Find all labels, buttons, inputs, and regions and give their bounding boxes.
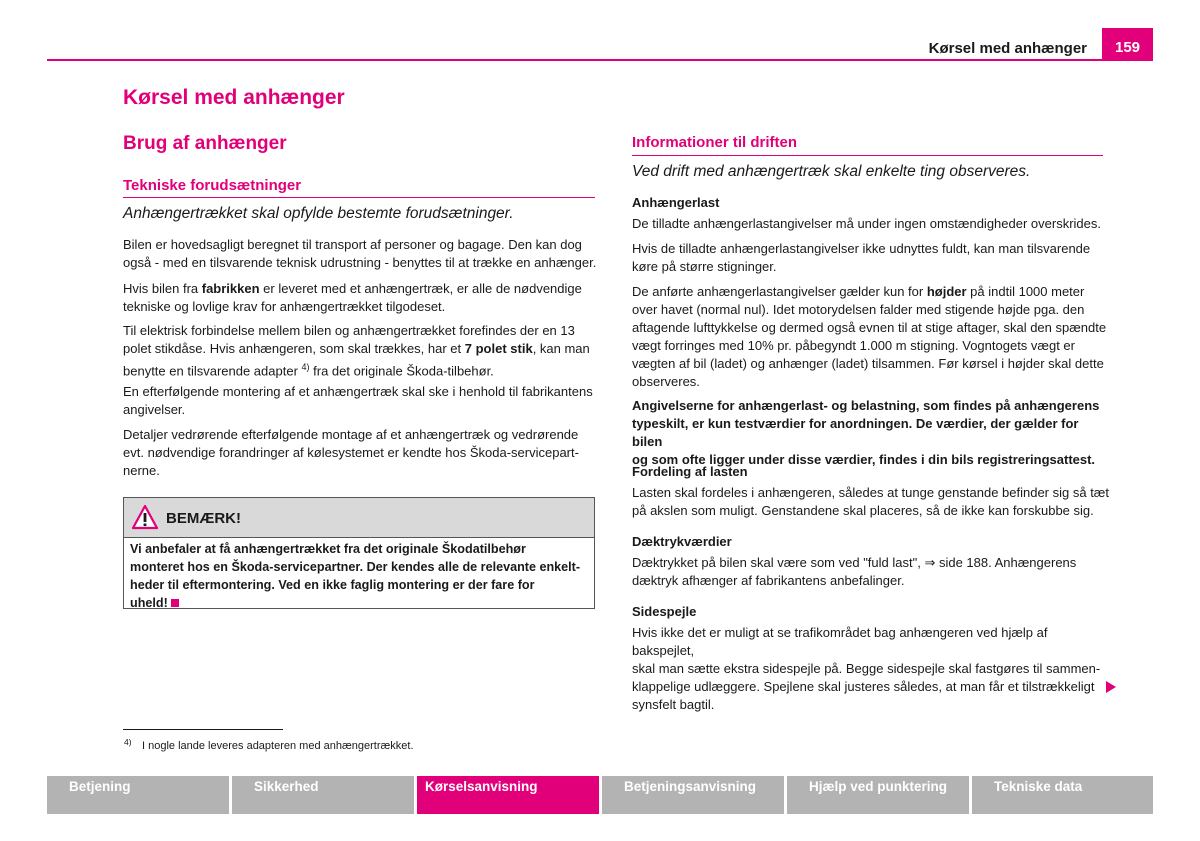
text-line: vægt forringes med 10% pr. påbegyndt 1.000 m stigning. Vogntogets vægt er: [632, 338, 1075, 353]
text-line: De tilladte anhængerlastangivelser må under ingen omstændigheder overskrides.: [632, 216, 1101, 231]
heading-tyre-pressure: Dæktrykværdier: [632, 534, 732, 549]
text-run: , kan man: [532, 341, 590, 356]
paragraph-factory: [123, 280, 603, 316]
text-line: angivelser.: [123, 402, 186, 417]
text-line: synsfelt bagtil.: [632, 697, 715, 712]
text-run: De anførte anhængerlastangivelser gælder kun for: [632, 284, 927, 299]
text-line: også - med en tilsvarende teknisk udrustning - benyttes til at trække en anhænger.: [123, 255, 597, 270]
text-line: evt. nødvendige forandringer af kølesystemet er kendte hos Škoda-servicepart-: [123, 445, 579, 460]
paragraph-mounting: [123, 383, 603, 419]
subsection-lead-operation: Ved drift med anhængertræk skal enkelte ting observeres.: [632, 163, 1031, 180]
bold-run: højder: [926, 284, 967, 299]
nav-tab-betjening[interactable]: Betjening: [47, 776, 229, 814]
paragraph-tyre-pressure: [632, 554, 1112, 590]
paragraph-load-distribution: [632, 484, 1112, 520]
text-line: [123, 340, 603, 358]
text-line: klappelige udlæggere. Spejlene skal justeres således, at man får et tilstrækkeligt: [632, 679, 1095, 694]
heading-side-mirrors: Sidespejle: [632, 604, 697, 619]
text-line: Bilen er hovedsagligt beregnet til transport af personer og bagage. Den kan dog: [123, 237, 582, 252]
text-run: er leveret med et anhængertræk, er alle de nødvendige: [259, 281, 582, 296]
subsection-rule: [123, 197, 595, 198]
warning-triangle-icon: [131, 504, 159, 535]
paragraph-electrical: [123, 322, 603, 380]
page-number: 159: [1102, 28, 1153, 59]
text-line: nerne.: [123, 463, 160, 478]
paragraph-load-limit: [632, 215, 1112, 233]
paragraph-altitude: [632, 283, 1112, 391]
paragraph-type-plate: [632, 397, 1112, 469]
text-line: [632, 283, 1112, 301]
text-line: monteret hos en Škoda-servicepartner. Der kendes alle de relevante enkelt-: [130, 560, 581, 574]
note-header: [124, 498, 594, 538]
text-line: dæktryk afhænger af fabrikantens anbefalinger.: [632, 573, 905, 588]
text-line: over havet (normal nul). Idet motorydelsen falder med stigende højde pga. den: [632, 302, 1085, 317]
end-of-section-mark-icon: [171, 599, 179, 607]
text-line: typeskilt, er kun testværdier for anordningen. De værdier, der gælder for bilen: [632, 416, 1079, 449]
text-line: En efterfølgende montering af et anhængertræk skal ske i henhold til fabrikantens: [123, 384, 593, 399]
text-line: på akslen som muligt. Genstandene skal placeres, så de ikke kan forskubbe sig.: [632, 503, 1094, 518]
text-line: Til elektrisk forbindelse mellem bilen og anhængertrækket forefindes der en 13: [123, 323, 575, 338]
text-line: køre på større stigninger.: [632, 259, 777, 274]
note-box: [123, 497, 595, 609]
text-line: Angivelserne for anhængerlast- og belastning, som findes på anhængerens: [632, 398, 1100, 413]
heading-load-distribution: Fordeling af lasten: [632, 464, 748, 479]
footnote-text: I nogle lande leveres adapteren med anhængertrækket.: [142, 740, 414, 752]
heading-trailer-load: Anhængerlast: [632, 195, 720, 210]
text-line: heder til eftermontering. Ved en ikke faglig montering er der fare for: [130, 578, 535, 592]
text-line: Vi anbefaler at få anhængertrækket fra det originale Škodatilbehør: [130, 542, 526, 556]
text-line: Hvis ikke det er muligt at se trafikområdet bag anhængeren ved hjælp af bakspejlet,: [632, 625, 1048, 658]
text-run: polet stikdåse. Hvis anhængeren, som skal trækkes, har et: [123, 341, 465, 356]
text-line: vægten af bil (ladet) og anhænger (ladet) tilsammen. Før kørsel i højder skal dette: [632, 356, 1104, 371]
text-line: [123, 280, 603, 298]
subsection-rule-operation: [632, 155, 1103, 156]
text-line: skal man sætte ekstra sidespejle på. Begge sidespejle skal fastgøres til sammen-: [632, 661, 1101, 676]
subsection-title: Tekniske forudsætninger: [123, 177, 302, 194]
text-line: Detaljer vedrørende efterfølgende montage af et anhængertræk og vedrørende: [123, 427, 579, 442]
footnote-number: 4): [124, 737, 132, 747]
header-rule: [47, 59, 1153, 61]
note-title: BEMÆRK!: [166, 510, 241, 527]
text-line: observeres.: [632, 374, 700, 389]
text-line: aftagende lufttykkelse og dermed også evnen til at stige aftager, skal den spændte: [632, 320, 1107, 335]
nav-tab-korselsanvisning[interactable]: Kørselsanvisning: [417, 776, 599, 814]
text-line: og som ofte ligger under disse værdier, findes i din bils registreringsattest.: [632, 452, 1096, 467]
text-run: på indtil 1000 meter: [966, 284, 1085, 299]
nav-tab-betjeningsanvisning[interactable]: Betjeningsanvisning: [602, 776, 784, 814]
chapter-title: Kørsel med anhænger: [123, 86, 345, 109]
text-line: [130, 594, 590, 612]
footnote-ref[interactable]: 4): [301, 362, 310, 372]
text-line: Dæktrykket på bilen skal være som ved "fuld last", ⇒ side 188. Anhængerens: [632, 555, 1077, 570]
subsection-lead: Anhængertrækket skal opfylde bestemte forudsætninger.: [123, 205, 514, 222]
paragraph-side-mirrors: [632, 624, 1112, 714]
text-line: tekniske og lovlige krav for anhængertrækket tilgodeset.: [123, 299, 446, 314]
text-run: uheld!: [130, 596, 168, 610]
paragraph-load-slopes: [632, 240, 1112, 276]
text-run: fra det originale Škoda-tilbehør.: [309, 363, 494, 379]
text-run: benytte en tilsvarende adapter: [123, 363, 302, 379]
footnote-rule: [123, 729, 283, 730]
text-line: [123, 358, 603, 380]
running-header-title: Kørsel med anhænger: [928, 40, 1087, 57]
bold-run: fabrikken: [201, 281, 260, 296]
text-line: Lasten skal fordeles i anhængeren, således at tunge genstande befinder sig så tæt: [632, 485, 1109, 500]
section-title: Brug af anhænger: [123, 133, 287, 154]
nav-tab-sikkerhed[interactable]: Sikkerhed: [232, 776, 414, 814]
text-run: Hvis bilen fra: [123, 281, 202, 296]
paragraph-purpose: [123, 236, 603, 272]
paragraph-details: [123, 426, 603, 480]
bold-run: 7 polet stik: [464, 341, 533, 356]
next-page-arrow-icon[interactable]: [1105, 680, 1117, 699]
text-line: Hvis de tilladte anhængerlastangivelser ikke udnyttes fuldt, kan man tilsvarende: [632, 241, 1091, 256]
note-body: [130, 540, 590, 612]
nav-tab-tekniske-data[interactable]: Tekniske data: [972, 776, 1153, 814]
subsection-title-operation: Informationer til driften: [632, 134, 797, 151]
nav-tab-hjaelp-ved-punktering[interactable]: Hjælp ved punktering: [787, 776, 969, 814]
